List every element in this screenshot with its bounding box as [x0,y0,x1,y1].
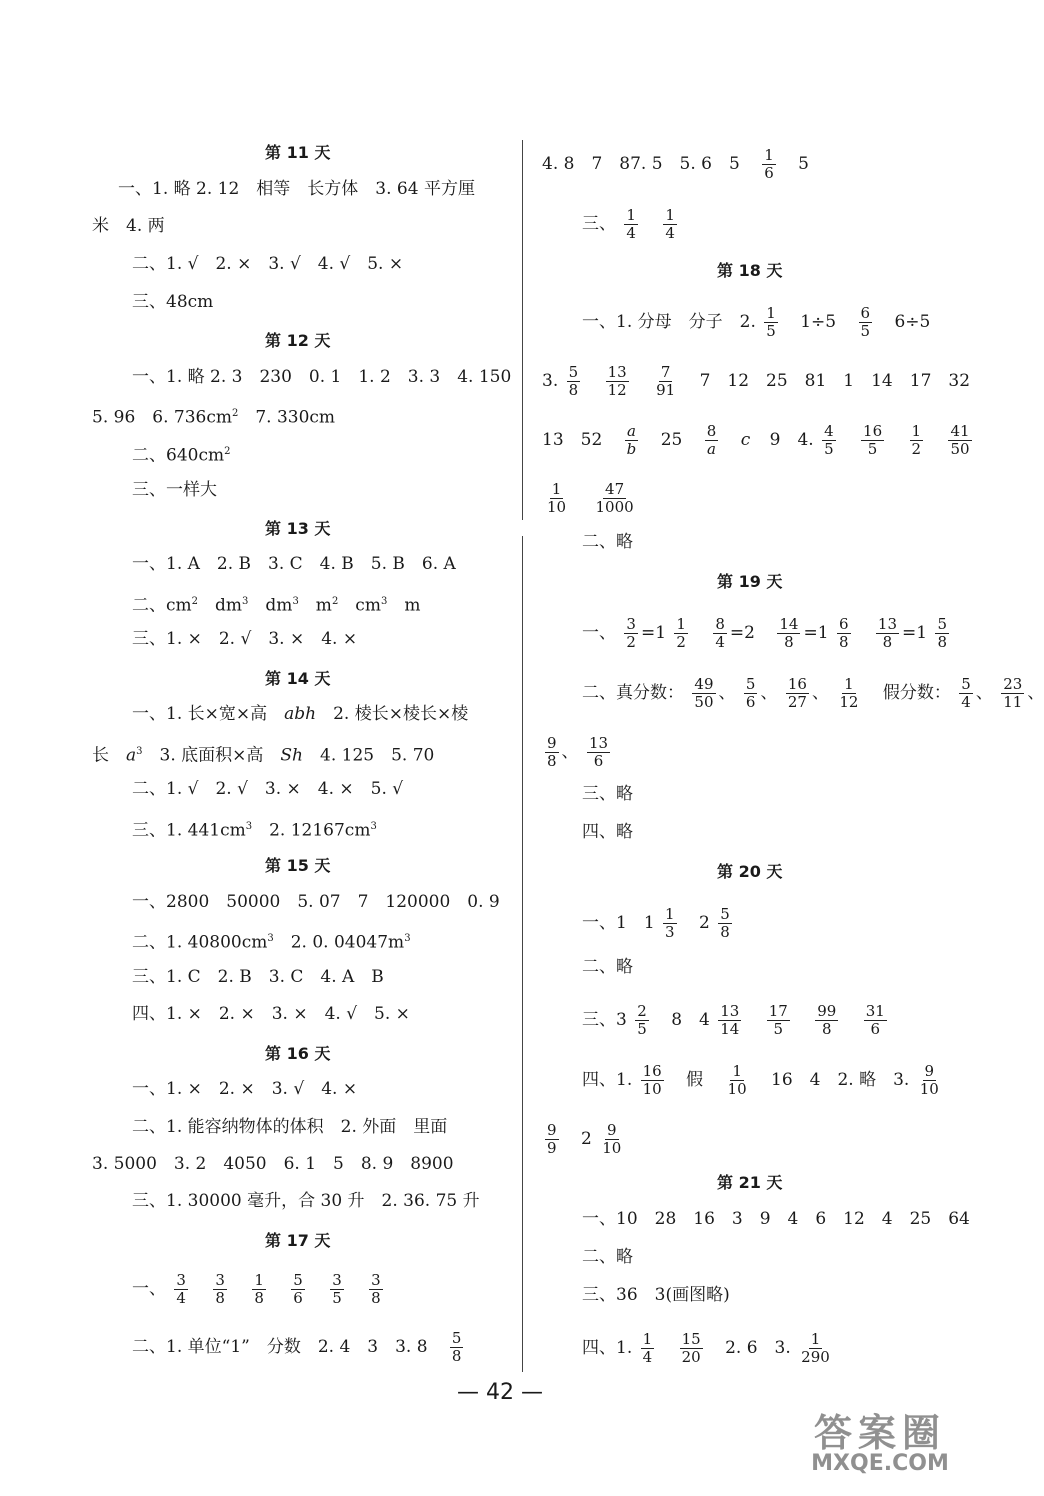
fraction: $\frac{1}{4}$ [642,1330,653,1366]
day-20-line-1 [582,906,735,941]
day-11-line-4: 三、48cm [132,292,214,312]
fraction: $\frac{5}{8}$ [451,1329,462,1365]
fraction: $\frac{3}{8}$ [371,1271,381,1307]
text: 假 [686,1070,704,1090]
fraction: $\frac{1}{4}$ [665,206,675,242]
day-13-line-1: 一、1. A 2. B 3. C 4. B 5. B 6. A [132,554,456,574]
text: 25 [660,430,683,450]
text: 9 4. [769,430,814,450]
fraction: $\frac{13}{6}$ [588,734,609,770]
day-12-line-4: 三、一样大 [132,480,217,500]
text: 7. 330cm [238,407,336,428]
text: 5 [798,154,809,174]
day-15-line-2: 二、1. $40800cm^3$ 2. 0. $04047m^3$ [132,932,411,953]
fraction: $\frac{23}{11}$ [1003,675,1023,711]
fraction: $\frac{1}{4}$ [626,206,636,242]
fraction: $\frac{16}{5}$ [863,422,883,458]
text: 二、1. 40800cm [132,932,268,953]
right-top-line-2 [582,207,680,242]
text: 6÷5 [894,312,931,332]
fraction: $\frac{16}{10}$ [642,1062,662,1098]
day-17-line-2 [132,1330,466,1365]
text: 2 [580,1129,592,1149]
day-11-heading: 第 11 天 [265,143,331,162]
text: Sh [280,745,303,766]
day-14-line-4: 三、1. $441cm^3$ 2. $12167cm^3$ [132,820,377,841]
fraction: $\frac{14}{8}$ [779,615,799,651]
fraction: $\frac{9}{10}$ [602,1121,622,1157]
text: 二、cm [132,595,192,616]
text: 5. 96 6. 736cm [92,407,232,428]
day-20-line-5 [542,1122,626,1157]
fraction: $\frac{9}{10}$ [919,1062,939,1098]
day-21-line-3: 三、36 3(画图略) [582,1285,730,1305]
fraction: $\frac{5}{8}$ [937,615,948,651]
day-20-line-2: 二、略 [582,957,633,977]
text: a [126,745,137,766]
day-16-heading: 第 16 天 [265,1044,331,1063]
day-21-line-2: 二、略 [582,1247,633,1267]
fraction: $\frac{5}{4}$ [961,675,971,711]
day-19-line-4: 三、略 [582,784,633,804]
text: 3. 底面积×高 [142,745,281,766]
text: cm [338,595,381,616]
text: c [740,430,751,450]
day-16-line-4: 三、1. 30000 毫升，合 30 升 2. 36. 75 升 [132,1191,480,1211]
day-15-line-3: 三、1. C 2. B 3. C 4. A B [132,967,384,987]
text: 1÷5 [800,312,837,332]
day-18-heading: 第 18 天 [717,261,783,280]
text: 4. 125 5. 70 [303,745,435,766]
day-19-heading: 第 19 天 [717,572,783,591]
text: m [387,595,421,616]
fraction: $\frac{1}{3}$ [665,905,675,941]
text: 一、 [132,1279,166,1299]
fraction: $\frac{2}{5}$ [637,1002,647,1038]
text: 4. 8 7 87. 5 5. 6 5 [542,154,740,174]
text: 三、 [582,214,616,234]
day-15-heading: 第 15 天 [265,856,331,875]
day-12-line-2: 5. 96 6. $736cm^2$ 7. 330cm [92,407,336,428]
text: dm [248,595,293,616]
fraction: $\frac{8}{4}$ [715,615,725,651]
text: 13 52 [542,430,603,450]
text: 二、640cm [132,445,225,466]
day-14-line-3: 二、1. √ 2. √ 3. × 4. × 5. √ [132,779,404,799]
text: 一、 [582,623,616,643]
fraction: $\frac{1}{10}$ [547,480,567,516]
day-20-line-4 [582,1063,944,1098]
fraction: $\frac{8}{a}$ [706,422,717,458]
fraction: $\frac{7}{91}$ [656,363,676,399]
right-top-line-1 [542,147,809,182]
day-12-line-1: 一、1. 略 2. 3 230 0. 1 1. 2 3. 3 4. 150 [132,367,512,387]
text: 二、真分数： [582,683,684,703]
fraction: $\frac{47}{1000}$ [595,480,634,516]
text: 3. [542,371,559,391]
fraction: $\frac{3}{8}$ [215,1271,225,1307]
fraction: $\frac{9}{9}$ [547,1121,557,1157]
fraction: $\frac{31}{6}$ [865,1002,885,1038]
column-divider [522,536,523,1372]
day-17-heading: 第 17 天 [265,1231,331,1250]
fraction: $\frac{13}{14}$ [720,1002,740,1038]
text: 2 [699,913,710,933]
day-19-line-5: 四、略 [582,822,633,842]
fraction: $\frac{3}{2}$ [626,615,636,651]
fraction: $\frac{17}{5}$ [768,1002,788,1038]
fraction: $\frac{49}{50}$ [694,675,714,711]
fraction: $\frac{3}{5}$ [332,1271,342,1307]
day-18-line-2 [542,364,970,399]
text: m [298,595,332,616]
text: 长 [92,745,126,766]
text: 一、1. 分母 分子 2. [582,312,756,332]
fraction: $\frac{99}{8}$ [817,1002,837,1038]
text: 16 4 2. 略 3. [771,1070,910,1090]
day-20-heading: 第 20 天 [717,862,783,881]
text: 2. 12167cm [252,820,371,841]
text: 2. 6 3. [725,1338,791,1358]
fraction: $\frac{5}{6}$ [745,675,756,711]
day-18-line-4 [542,481,639,516]
column-divider [522,140,523,520]
text: 二、1. 单位“1” 分数 2. 4 3 3. 8 [132,1337,428,1357]
day-21-line-1: 一、10 28 16 3 9 4 6 12 4 25 64 [582,1209,970,1229]
day-18-line-3 [542,423,975,458]
text: 假分数： [882,683,951,703]
day-13-heading: 第 13 天 [265,519,331,538]
fraction: $\frac{41}{50}$ [950,422,970,458]
day-13-line-2: 二、$cm^2$ $dm^3$ $dm^3$ $m^2$ $cm^3$ m [132,595,421,616]
text: 四、1. [582,1070,633,1090]
fraction: $\frac{1}{2}$ [676,615,686,651]
fraction: $\frac{5}{8}$ [568,363,579,399]
day-11-line-1: 一、1. 略 2. 12 相等 长方体 3. 64 平方厘 [118,179,475,199]
day-20-line-3 [582,1003,890,1038]
day-17-line-1 [132,1272,386,1307]
fraction: $\frac{1}{8}$ [254,1271,264,1307]
day-12-heading: 第 12 天 [265,331,331,350]
fraction: $\frac{6}{5}$ [860,304,871,340]
fraction: $\frac{1}{290}$ [801,1330,830,1366]
day-16-line-1: 一、1. × 2. × 3. √ 4. × [132,1079,358,1099]
day-19-line-2: 二、真分数： $\frac{49}{50}$ 、 $\frac{5}{6}$ 、 $\frac{16}{27}$ 、 $\frac{1}{12}$ 假分数： $\frac{5}{4}$ 、 $\frac{23}{11}$ 、 [582,675,1044,711]
text: 一、1. 长×宽×高 [132,704,285,724]
watermark-logo [780,1402,980,1482]
fraction: $\frac{5}{6}$ [293,1271,303,1307]
day-15-line-4: 四、1. × 2. × 3. × 4. √ 5. × [132,1004,410,1024]
fraction: $\frac{1}{2}$ [911,422,922,458]
fraction: $\frac{16}{27}$ [787,675,807,711]
text: 三、1. 441cm [132,820,246,841]
text: dm [198,595,243,616]
text: 三、3 [582,1010,627,1030]
fraction: $\frac{a}{b}$ [626,422,637,458]
watermark-en: MXQE.COM [811,1451,949,1476]
fraction: $\frac{4}{5}$ [824,422,834,458]
fraction: $\frac{1}{5}$ [766,304,776,340]
day-18-line-1 [582,305,930,340]
day-12-line-3: 二、$640cm^2$ [132,445,231,466]
text: 7 12 25 81 1 14 17 32 [699,371,971,391]
text: abh [284,704,317,724]
day-19-line-1: 一、 $\frac{3}{2}$ =1 $\frac{1}{2}$ $\frac{8}{4}$ =2 $\frac{14}{8}$ =1 $\frac{6}{8}$ $\frac{13}{8}$ =1 $\frac{5}{8}$ [582,615,948,651]
fraction: $\frac{6}{8}$ [838,615,849,651]
day-13-line-3: 三、1. × 2. √ 3. × 4. × [132,629,358,649]
day-16-line-3: 3. 5000 3. 2 4050 6. 1 5 8. 9 8900 [92,1154,454,1174]
fraction: $\frac{15}{20}$ [681,1330,701,1366]
day-11-line-3: 二、1. √ 2. × 3. √ 4. √ 5. × [132,254,404,274]
day-14-heading: 第 14 天 [265,669,331,688]
fraction: $\frac{13}{12}$ [607,363,627,399]
fraction: $\frac{1}{12}$ [839,675,859,711]
watermark-cn: 答案圈 [813,1411,946,1455]
text: 四、1. [582,1338,633,1358]
text: 一、1 1 [582,913,655,933]
day-19-line-3: $\frac{9}{8}$ 、 $\frac{13}{6}$ [547,734,609,770]
text: 2. 0. 04047m [273,932,405,953]
text: 2. 棱长×棱长×棱 [316,704,469,724]
day-18-line-5: 二、略 [582,532,633,552]
fraction: $\frac{1}{6}$ [764,146,774,182]
page-number: — 42 — [457,1380,543,1405]
text: 8 4 [671,1010,710,1030]
fraction: $\frac{13}{8}$ [877,615,897,651]
day-11-line-2: 米 4. 两 [92,216,165,236]
fraction: $\frac{1}{10}$ [727,1062,747,1098]
day-21-heading: 第 21 天 [717,1173,783,1192]
day-16-line-2: 二、1. 能容纳物体的体积 2. 外面 里面 [132,1117,448,1137]
fraction: $\frac{3}{4}$ [176,1271,186,1307]
day-15-line-1: 一、2800 50000 5. 07 7 120000 0. 9 [132,892,500,912]
fraction: $\frac{9}{8}$ [547,734,557,770]
day-21-line-4 [582,1331,835,1366]
day-14-line-2: 长 $a^3$ 3. 底面积×高 Sh 4. 125 5. 70 [92,745,435,766]
day-14-line-1 [132,703,468,725]
fraction: $\frac{5}{8}$ [720,905,730,941]
